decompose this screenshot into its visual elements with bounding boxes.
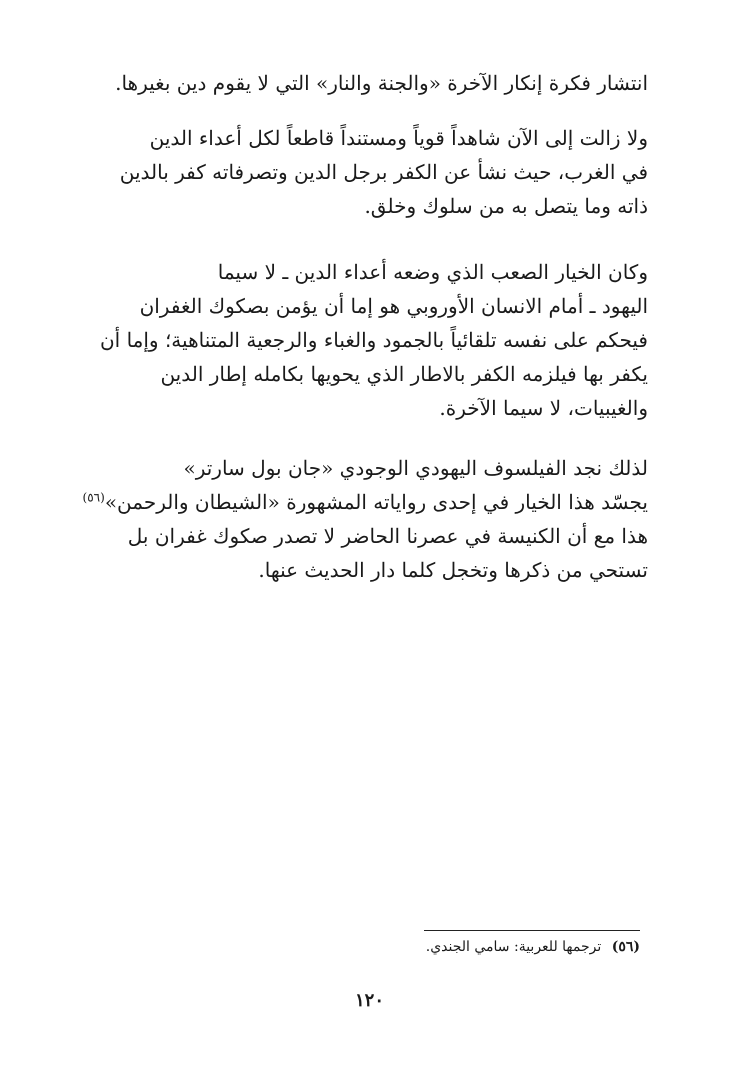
text-line: اليهود ـ أمام الانسان الأوروبي هو إما أن يؤمن بصكوك الغفران — [139, 294, 648, 318]
paragraph-4 — [82, 451, 648, 587]
text-line: وكان الخيار الصعب الذي وضعه أعداء الدين ـ لا سيما — [217, 260, 648, 284]
footnote-text: ترجمها للعربية: سامي الجندي. — [425, 939, 602, 955]
text-line: فيحكم على نفسه تلقائياً بالجمود والغباء والرجعية المتناهية؛ وإما أن — [99, 328, 648, 352]
page-number: ١٢٠ — [354, 990, 384, 1011]
footnote — [340, 936, 640, 958]
footnote-reference[interactable]: (٥٦) — [82, 490, 105, 505]
footnote-divider — [424, 930, 640, 931]
text-line: ذاته وما يتصل به من سلوك وخلق. — [364, 194, 648, 218]
text-line-with-footnote — [82, 485, 648, 519]
text-line: ولا زالت إلى الآن شاهداً قوياً ومستنداً قاطعاً لكل أعداء الدين — [149, 126, 648, 150]
text-line: تستحي من ذكرها وتخجل كلما دار الحديث عنها. — [258, 558, 648, 582]
text-line: لذلك نجد الفيلسوف اليهودي الوجودي «جان بول سارتر» — [183, 456, 648, 480]
paragraph-3 — [88, 255, 648, 425]
text-line: والغيبيات، لا سيما الآخرة. — [439, 396, 648, 420]
paragraph-2 — [88, 121, 648, 223]
text-line: يكفر بها فيلزمه الكفر بالاطار الذي يحويها بكامله إطار الدين — [160, 362, 648, 386]
text-line: في الغرب، حيث نشأ عن الكفر برجل الدين وتصرفاته كفر بالدين — [119, 160, 648, 184]
paragraph-1 — [88, 66, 648, 100]
text-line-content: يجسّد هذا الخيار في إحدى رواياته المشهورة «الشيطان والرحمن» — [104, 490, 648, 514]
text-line: انتشار فكرة إنكار الآخرة «والجنة والنار» التي لا يقوم دين بغيرها. — [115, 71, 648, 95]
footnote-number: (٥٦) — [611, 939, 640, 955]
text-line: هذا مع أن الكنيسة في عصرنا الحاضر لا تصدر صكوك غفران بل — [127, 524, 648, 548]
